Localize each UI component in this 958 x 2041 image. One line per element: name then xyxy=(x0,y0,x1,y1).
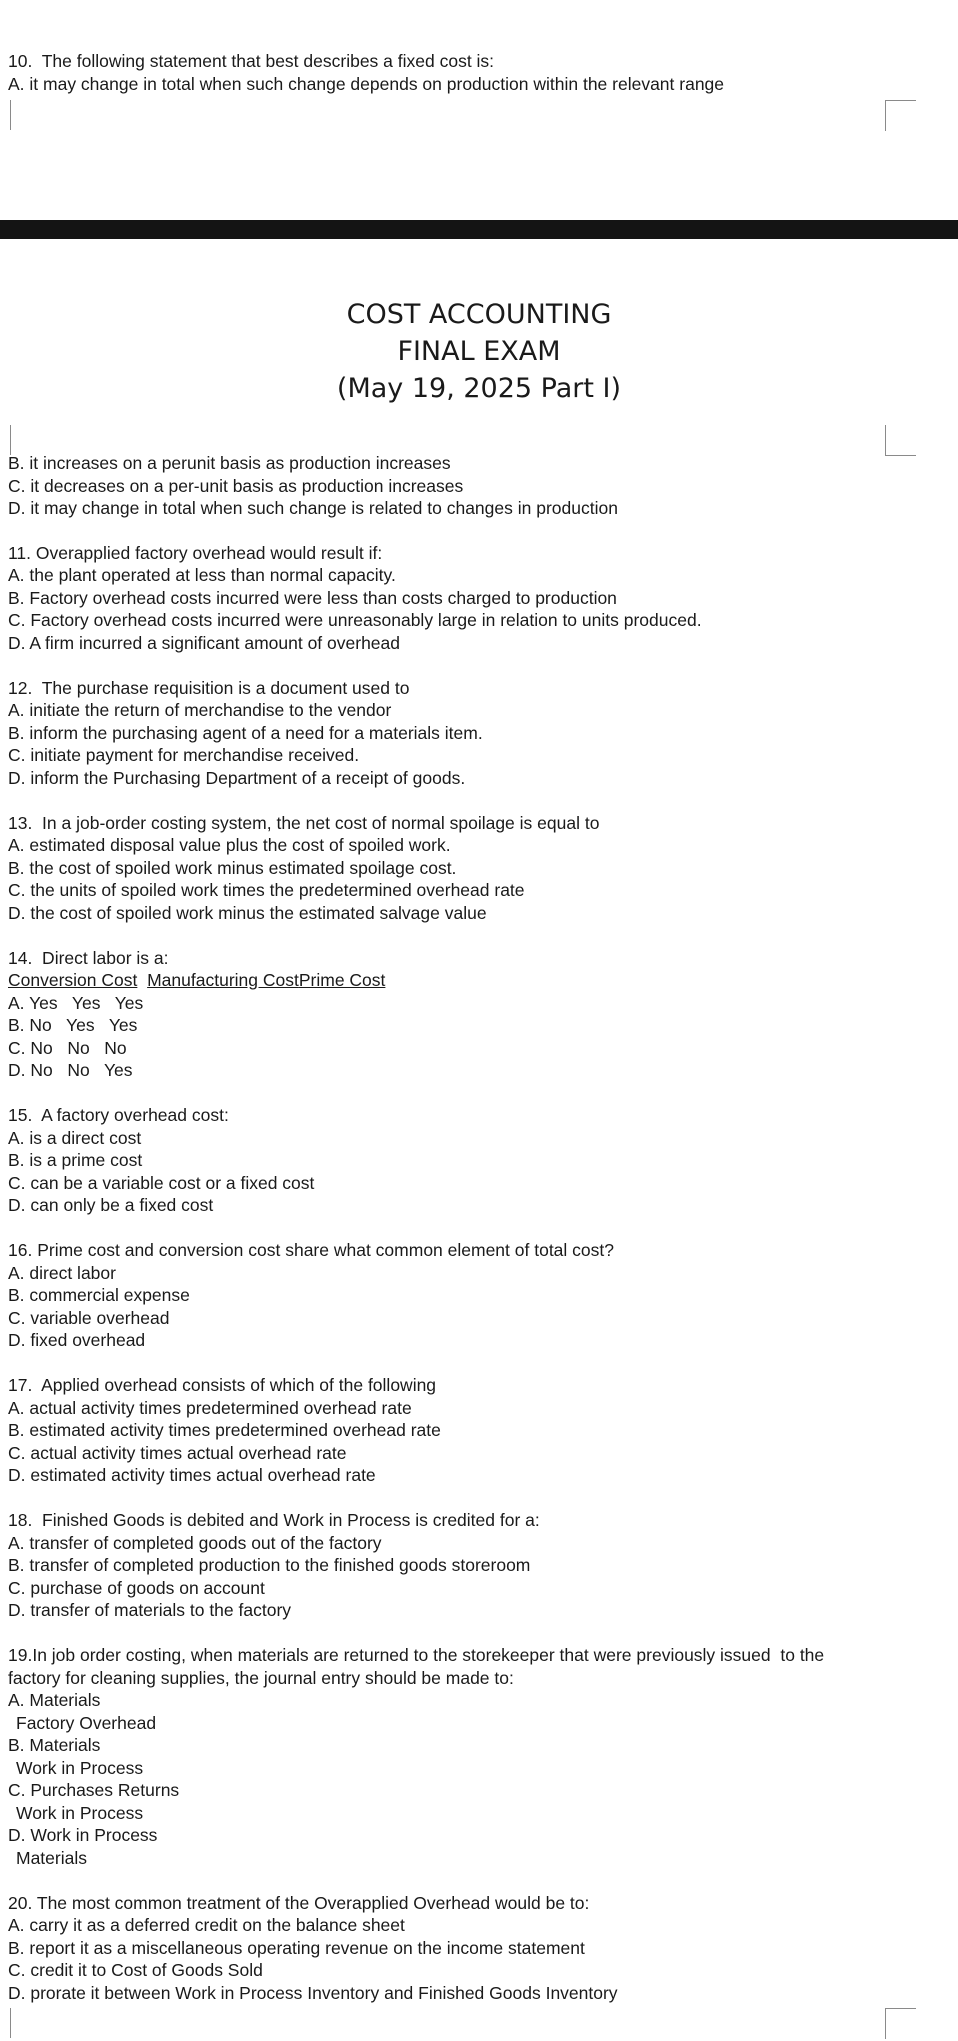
page-separator xyxy=(0,220,958,239)
q13-option-b: B. the cost of spoiled work minus estimated spoilage cost. xyxy=(8,858,457,878)
q17-option-d: D. estimated activity times actual overhead rate xyxy=(8,1465,376,1485)
q14-column-headers xyxy=(8,969,385,992)
q20-option-c: C. credit it to Cost of Goods Sold xyxy=(8,1960,263,1980)
q19-option-a-credit: Factory Overhead xyxy=(16,1713,157,1733)
q13-option-a: A. estimated disposal value plus the cost of spoiled work. xyxy=(8,835,451,855)
q18-stem: 18. Finished Goods is debited and Work in Process is credited for a: xyxy=(8,1510,540,1530)
q11-option-a: A. the plant operated at less than normal capacity. xyxy=(8,565,396,585)
q19-option-c-credit: Work in Process xyxy=(16,1803,144,1823)
q11-stem: 11. Overapplied factory overhead would result if: xyxy=(8,543,383,563)
page-corner-mark xyxy=(885,425,916,456)
q14-col-conversion: Conversion Cost xyxy=(8,970,138,990)
q15-stem: 15. A factory overhead cost: xyxy=(8,1105,229,1125)
q19-stem-line1: 19.In job order costing, when materials are returned to the storekeeper that were previously issued to the xyxy=(8,1645,825,1665)
q15-option-c: C. can be a variable cost or a fixed cost xyxy=(8,1173,315,1193)
q18-option-c: C. purchase of goods on account xyxy=(8,1578,265,1598)
q19-option-d-debit: D. Work in Process xyxy=(8,1825,158,1845)
q16-option-b: B. commercial expense xyxy=(8,1285,190,1305)
q16-option-c: C. variable overhead xyxy=(8,1308,170,1328)
q11-option-d: D. A firm incurred a significant amount of overhead xyxy=(8,633,401,653)
q14-option-c: C. No No No xyxy=(8,1038,127,1058)
q18-option-d: D. transfer of materials to the factory xyxy=(8,1600,292,1620)
q18-option-b: B. transfer of completed production to the finished goods storeroom xyxy=(8,1555,531,1575)
q16-option-d: D. fixed overhead xyxy=(8,1330,146,1350)
q12-option-d: D. inform the Purchasing Department of a receipt of goods. xyxy=(8,768,466,788)
q14-option-d: D. No No Yes xyxy=(8,1060,133,1080)
q15-option-b: B. is a prime cost xyxy=(8,1150,143,1170)
q16-stem: 16. Prime cost and conversion cost share what common element of total cost? xyxy=(8,1240,614,1260)
q17-option-c: C. actual activity times actual overhead rate xyxy=(8,1443,347,1463)
exam-title: COST ACCOUNTING xyxy=(346,299,612,330)
q10-option-a: A. it may change in total when such change depends on production within the relevant range xyxy=(8,74,725,94)
exam-date: (May 19, 2025 Part I) xyxy=(336,373,622,404)
q20-option-a: A. carry it as a deferred credit on the balance sheet xyxy=(8,1915,405,1935)
q14-option-b: B. No Yes Yes xyxy=(8,1015,138,1035)
q15-option-a: A. is a direct cost xyxy=(8,1128,142,1148)
q10-option-c: C. it decreases on a per-unit basis as production increases xyxy=(8,476,464,496)
q13-option-d: D. the cost of spoiled work minus the estimated salvage value xyxy=(8,903,487,923)
q10-option-b: B. it increases on a perunit basis as production increases xyxy=(8,453,451,473)
page-corner-mark xyxy=(0,425,11,455)
page-corner-mark xyxy=(885,2008,916,2039)
exam-header xyxy=(0,296,958,407)
q17-option-b: B. estimated activity times predetermined overhead rate xyxy=(8,1420,441,1440)
q14-col-manufacturing: Manufacturing Cost xyxy=(147,970,299,990)
q10-stem: 10. The following statement that best describes a fixed cost is: xyxy=(8,51,495,71)
page-corner-mark xyxy=(885,100,916,131)
page-corner-mark xyxy=(0,2008,11,2038)
q12-option-b: B. inform the purchasing agent of a need for a materials item. xyxy=(8,723,483,743)
q11-option-c: C. Factory overhead costs incurred were unreasonably large in relation to units produced. xyxy=(8,610,702,630)
q14-col-prime: Prime Cost xyxy=(298,970,386,990)
page-corner-mark xyxy=(0,100,11,130)
exam-subtitle: FINAL EXAM xyxy=(397,336,561,367)
q19-stem-line2: factory for cleaning supplies, the journal entry should be made to: xyxy=(8,1668,514,1688)
q17-stem: 17. Applied overhead consists of which of the following xyxy=(8,1375,437,1395)
q12-option-a: A. initiate the return of merchandise to the vendor xyxy=(8,700,392,720)
q19-option-c-debit: C. Purchases Returns xyxy=(8,1780,180,1800)
q14-option-a: A. Yes Yes Yes xyxy=(8,993,144,1013)
q13-option-c: C. the units of spoiled work times the predetermined overhead rate xyxy=(8,880,525,900)
q19-option-d-credit: Materials xyxy=(16,1848,87,1868)
q20-option-d: D. prorate it between Work in Process Inventory and Finished Goods Inventory xyxy=(8,1983,618,2003)
q19-option-b-credit: Work in Process xyxy=(16,1758,144,1778)
q20-option-b: B. report it as a miscellaneous operating revenue on the income statement xyxy=(8,1938,585,1958)
q11-option-b: B. Factory overhead costs incurred were less than costs charged to production xyxy=(8,588,617,608)
q19-option-b-debit: B. Materials xyxy=(8,1735,101,1755)
q10-option-d: D. it may change in total when such change is related to changes in production xyxy=(8,498,618,518)
q17-option-a: A. actual activity times predetermined overhead rate xyxy=(8,1398,412,1418)
q20-stem: 20. The most common treatment of the Overapplied Overhead would be to: xyxy=(8,1893,590,1913)
q12-option-c: C. initiate payment for merchandise received. xyxy=(8,745,360,765)
q12-stem: 12. The purchase requisition is a document used to xyxy=(8,678,410,698)
q19-option-a-debit: A. Materials xyxy=(8,1690,101,1710)
q14-stem: 14. Direct labor is a: xyxy=(8,948,169,968)
q13-stem: 13. In a job-order costing system, the net cost of normal spoilage is equal to xyxy=(8,813,600,833)
q16-option-a: A. direct labor xyxy=(8,1263,116,1283)
q15-option-d: D. can only be a fixed cost xyxy=(8,1195,214,1215)
q18-option-a: A. transfer of completed goods out of the factory xyxy=(8,1533,382,1553)
